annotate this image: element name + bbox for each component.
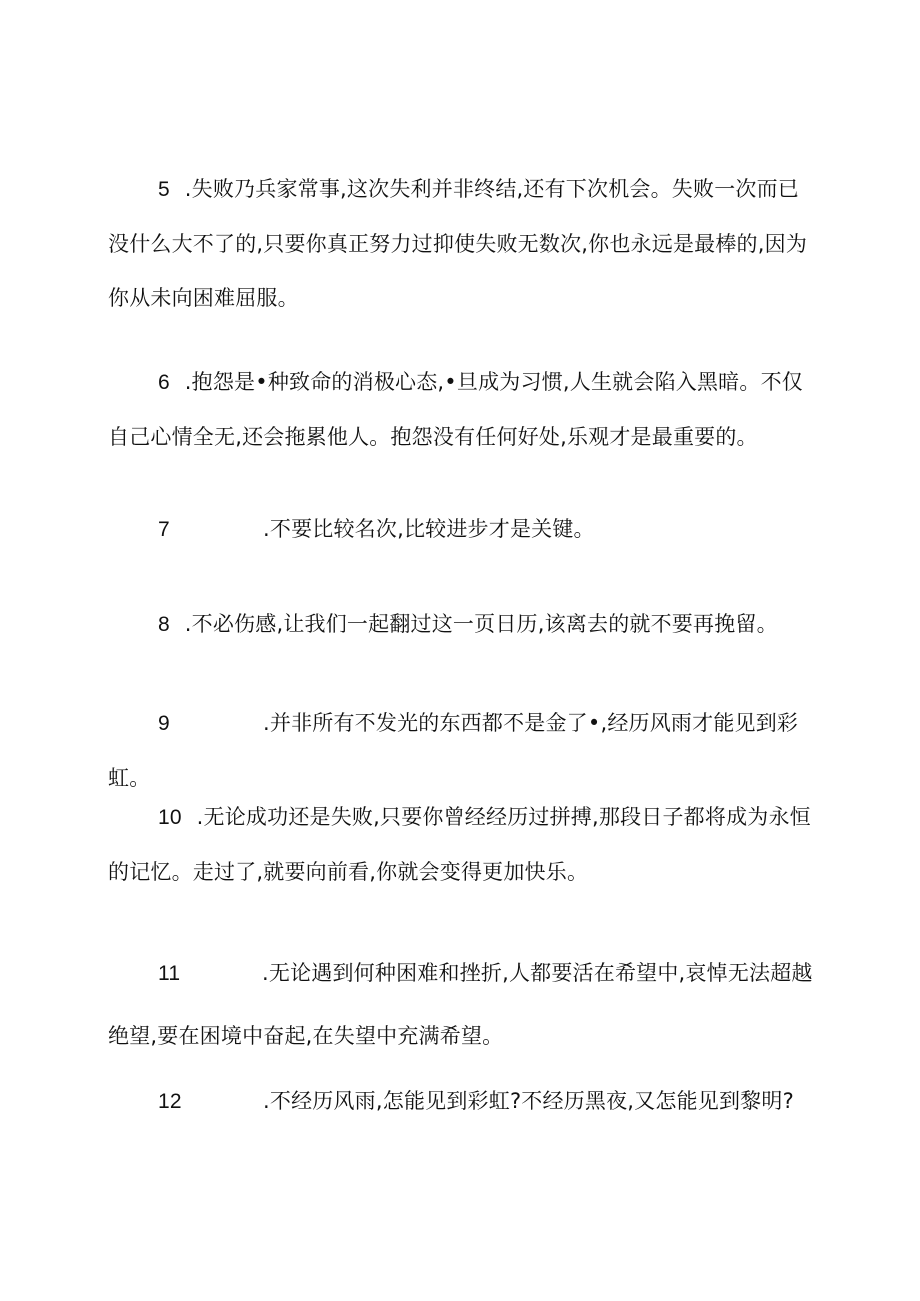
item-number: 7 — [158, 518, 170, 541]
list-item-9 — [108, 696, 820, 805]
item-number: 10 — [158, 806, 182, 829]
list-item-12 — [108, 1074, 820, 1129]
list-item-10 — [108, 790, 820, 899]
item-number: 11 — [158, 962, 181, 985]
item-number: 12 — [158, 1090, 182, 1113]
item-text: .抱怨是•种致命的消极心态,•旦成为习惯,人生就会陷入黑暗。不仅自己心情全无,还会拖累他人。抱怨没有任何好处,乐观才是最重要的。 — [108, 370, 803, 449]
item-text: .不要比较名次,比较进步才是关键。 — [263, 517, 595, 541]
list-item-11 — [108, 942, 820, 1067]
item-number: 6 — [158, 371, 170, 394]
item-text: .并非所有不发光的东西都不是金了•,经历风雨才能见到彩虹。 — [108, 711, 799, 790]
list-item-8 — [108, 597, 820, 652]
item-number: 9 — [158, 712, 170, 735]
item-text: .无论遇到何种困难和挫折,人都要活在希望中,哀悼无法超越绝望,要在困境中奋起,在失望中充满希望。 — [108, 961, 813, 1048]
item-number: 5 — [158, 178, 170, 201]
item-number: 8 — [158, 613, 170, 636]
list-item-7 — [108, 502, 820, 557]
list-item-5 — [108, 162, 820, 325]
item-text: .无论成功还是失败,只要你曾经经历过拼搏,那段日子都将成为永恒的记忆。走过了,就要向前看,你就会变得更加快乐。 — [108, 805, 811, 884]
list-item-6 — [108, 355, 820, 464]
item-text: .失败乃兵家常事,这次失利并非终结,还有下次机会。失败一次而已没什么大不了的,只要你真正努力过抑使失败无数次,你也永远是最棒的,因为你从未向困难屈服。 — [108, 177, 808, 310]
item-text: .不必伤感,让我们一起翻过这一页日历,该离去的就不要再挽留。 — [177, 612, 778, 636]
item-text: .不经历风雨,怎能见到彩虹?不经历黑夜,又怎能见到黎明? — [263, 1089, 794, 1113]
